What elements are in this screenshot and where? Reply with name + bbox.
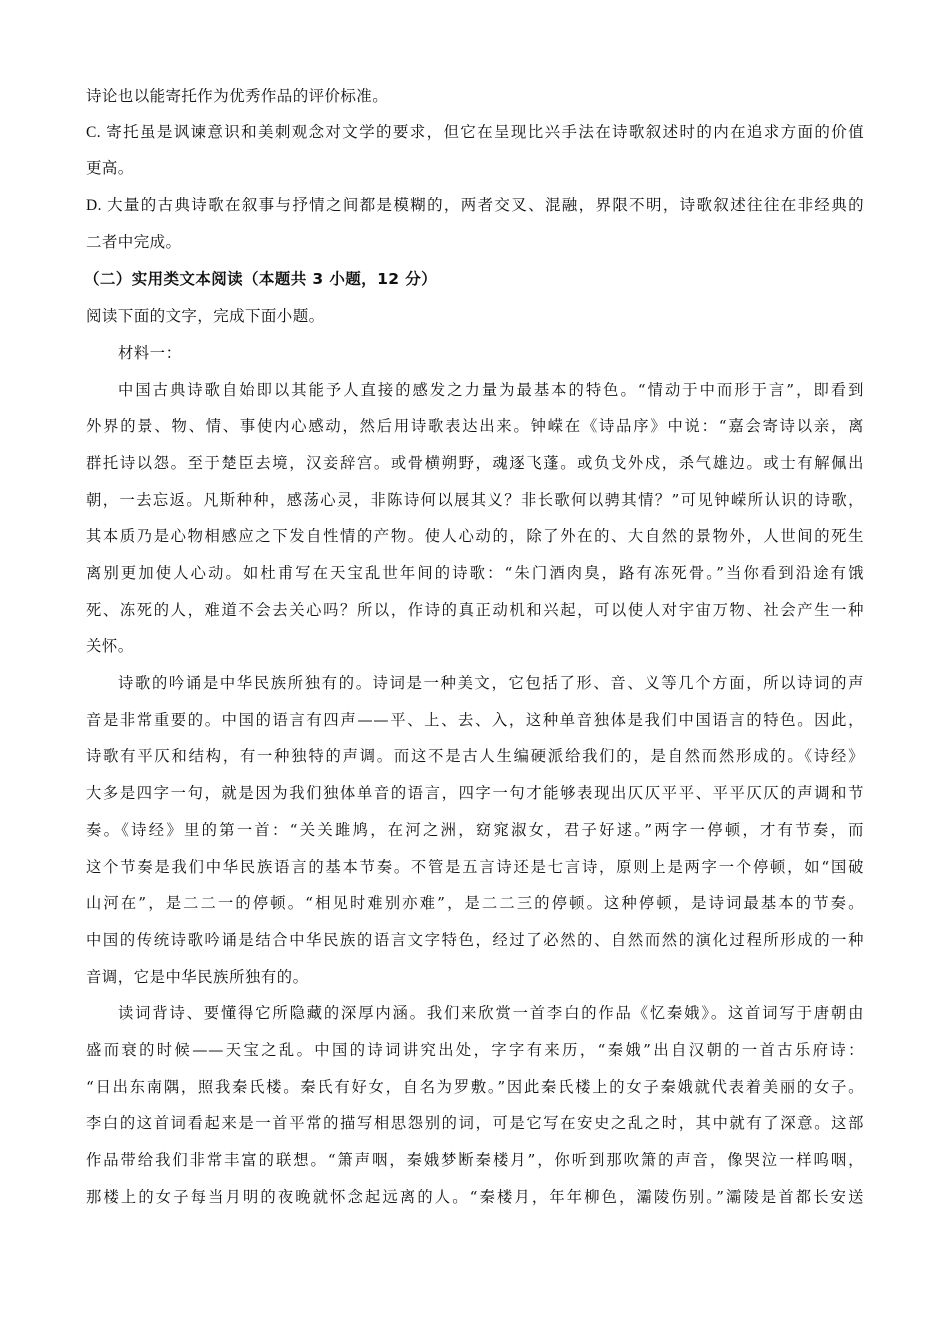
paragraph-line: 诗歌有平仄和结构，有一种独特的声调。而这不是古人生编硬派给我们的，是自然而然形成的。《诗经》 — [86, 747, 864, 766]
paragraph-line: 诗歌的吟诵是中华民族所独有的。诗词是一种美文，它包括了形、音、义等几个方面，所以诗词的声 — [118, 674, 864, 693]
paragraph-line: 离别更加使人心动。如杜甫写在天宝乱世年间的诗歌：“朱门酒肉臭，路有冻死骨。”当你看到沿途有饿 — [86, 564, 864, 583]
option-c-line-1: C. 寄托虽是讽谏意识和美刺观念对文学的要求，但它在呈现比兴手法在诗歌叙述时的内在追求方面的价值 — [86, 123, 864, 141]
option-d-line-2: 二者中完成。 — [86, 233, 182, 251]
material-label: 材料一： — [118, 343, 182, 362]
paragraph-line: 中国的传统诗歌吟诵是结合中华民族的语言文字特色，经过了必然的、自然而然的演化过程所形成的一种 — [86, 930, 864, 949]
paragraph-line: 那楼上的女子每当月明的夜晚就怀念起远离的人。“秦楼月，年年柳色，灞陵伤别。”灞陵是首都长安送 — [86, 1187, 864, 1206]
document-page — [86, 78, 864, 1215]
paragraph-1 — [86, 372, 864, 666]
paragraph-line: 山河在”，是二二一的停顿。“相见时难别亦难”，是二二三的停顿。这种停顿，是诗词最基本的节奏。 — [86, 894, 864, 913]
paragraph-line: 关怀。 — [86, 637, 134, 656]
section-heading: （二）实用类文本阅读（本题共 3 小题，12 分） — [84, 270, 438, 289]
paragraph-line: 音是非常重要的。中国的语言有四声——平、上、去、入，这种单音独体是我们中国语言的特色。因此， — [86, 710, 864, 729]
paragraph-line: 群托诗以怨。至于楚臣去境，汉妾辞宫。或骨横朔野，魂逐飞蓬。或负戈外戍，杀气雄边。或士有解佩出 — [86, 453, 864, 472]
paragraph-line: 死、冻死的人，难道不会去关心吗？所以，作诗的真正动机和兴起，可以使人对宇宙万物、社会产生一种 — [86, 600, 864, 619]
paragraph-line: “日出东南隅，照我秦氏楼。秦氏有好女，自名为罗敷。”因此秦氏楼上的女子秦娥就代表着美丽的女子。 — [86, 1077, 864, 1096]
paragraph-line: 中国古典诗歌自始即以其能予人直接的感发之力量为最基本的特色。“情动于中而形于言”，即看到 — [118, 380, 864, 399]
paragraph-line: 大多是四字一句，就是因为我们独体单音的语言，四字一句才能够表现出仄仄平平、平平仄仄的声调和节 — [86, 784, 864, 803]
paragraph-line: 作品带给我们非常丰富的联想。“箫声咽，秦娥梦断秦楼月”，你听到那吹箫的声音，像哭泣一样呜咽， — [86, 1151, 864, 1170]
continuation-line: 诗论也以能寄托作为优秀作品的评价标准。 — [86, 87, 389, 105]
paragraph-line: 李白的这首词看起来是一首平常的描写相思怨别的词，可是它写在安史之乱之时，其中就有了深意。这部 — [86, 1114, 864, 1133]
paragraph-3 — [86, 995, 864, 1215]
option-d-line-1: D. 大量的古典诗歌在叙事与抒情之间都是模糊的，两者交叉、混融，界限不明，诗歌叙述往往在非经典的 — [86, 197, 864, 215]
paragraph-line: 盛而衰的时候——天宝之乱。中国的诗词讲究出处，字字有来历，“秦娥”出自汉朝的一首古乐府诗： — [86, 1041, 864, 1059]
paragraph-line: 外界的景、物、情、事使内心感动，然后用诗歌表达出来。钟嵘在《诗品序》中说：“嘉会寄诗以亲，离 — [86, 417, 864, 436]
paragraph-2 — [86, 665, 864, 995]
option-c-line-2: 更高。 — [86, 160, 134, 178]
paragraph-line: 音调，它是中华民族所独有的。 — [86, 967, 309, 986]
paragraph-line: 读词背诗、要懂得它所隐藏的深厚内涵。我们来欣赏一首李白的作品《忆秦娥》。这首词写于唐朝由 — [118, 1004, 864, 1023]
paragraph-line: 这个节奏是我们中华民族语言的基本节奏。不管是五言诗还是七言诗，原则上是两字一个停顿，如“国破 — [86, 857, 864, 876]
paragraph-line: 朝，一去忘返。凡斯种种，感荡心灵，非陈诗何以展其义？非长歌何以骋其情？”可见钟嵘所认识的诗歌， — [86, 490, 864, 509]
paragraph-line: 其本质乃是心物相感应之下发自性情的产物。使人心动的，除了外在的、大自然的景物外，人世间的死生 — [86, 527, 864, 546]
paragraph-line: 奏。《诗经》里的第一首：“关关雎鸠，在河之洲，窈窕淑女，君子好逑。”两字一停顿，才有节奏，而 — [86, 820, 864, 839]
reading-instruction: 阅读下面的文字，完成下面小题。 — [86, 307, 325, 326]
